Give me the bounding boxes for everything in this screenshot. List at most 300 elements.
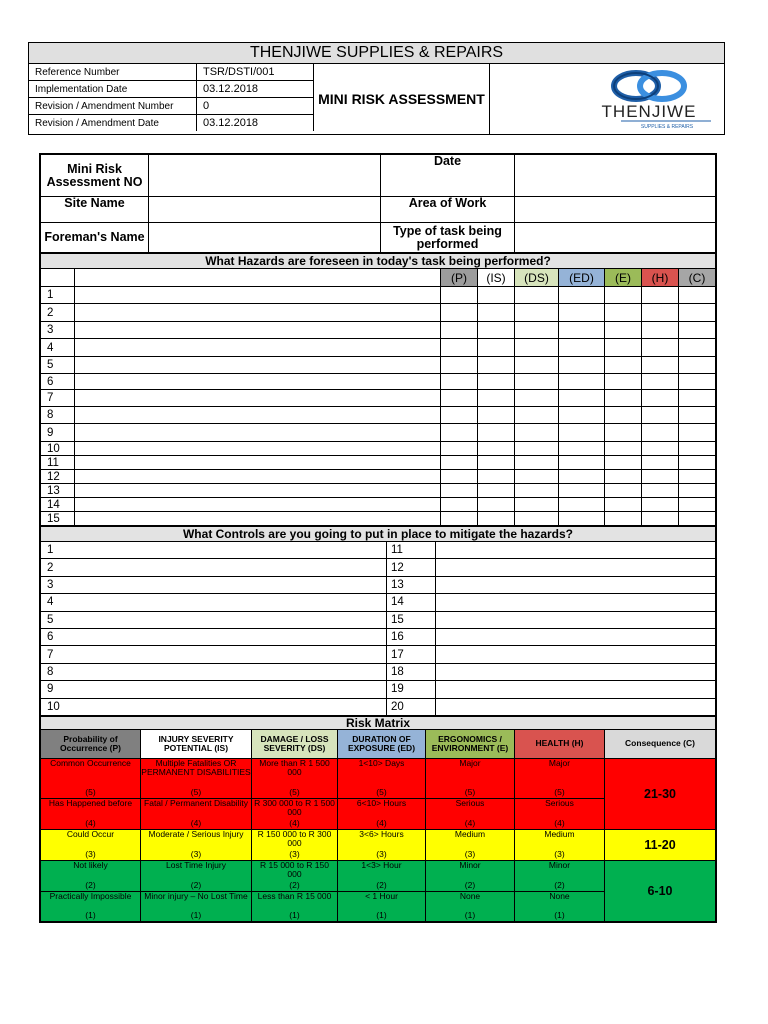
risk-matrix-cell-score: (2) — [376, 880, 387, 891]
consequence-low: 6-10 — [605, 860, 716, 921]
hazard-row-number: 10 — [41, 442, 75, 456]
site-info-table — [40, 154, 716, 253]
hazard-rating-cell[interactable] — [441, 456, 478, 470]
risk-matrix-cell-score: (1) — [376, 910, 387, 921]
control-number-right: 16 — [387, 628, 436, 645]
hazard-description-cell[interactable] — [75, 424, 441, 442]
control-cell-left[interactable]: 9 — [41, 681, 387, 698]
foreman-name-label: Foreman's Name — [41, 223, 149, 253]
foreman-name-field[interactable] — [149, 223, 381, 253]
hazard-rating-cell[interactable] — [478, 390, 515, 407]
control-number-right: 11 — [387, 542, 436, 559]
hazard-rating-cell[interactable] — [441, 484, 478, 498]
hazard-rating-cell[interactable] — [515, 287, 559, 304]
hazard-rating-cell[interactable] — [515, 484, 559, 498]
meta-label: Revision / Amendment Date — [29, 115, 197, 132]
hazard-row-number: 9 — [41, 424, 75, 442]
hazard-description-cell[interactable] — [75, 390, 441, 407]
hazard-rating-cell[interactable] — [679, 322, 716, 339]
hazard-rating-cell[interactable] — [515, 374, 559, 390]
hazard-rating-cell[interactable] — [559, 456, 605, 470]
col-is: (IS) — [478, 269, 515, 287]
risk-matrix-cell — [252, 829, 338, 860]
hazard-rating-cell[interactable] — [642, 498, 679, 512]
controls-heading: What Controls are you going to put in place to mitigate the hazards? — [41, 527, 716, 542]
hazard-rating-cell[interactable] — [679, 442, 716, 456]
risk-matrix-row — [41, 758, 716, 798]
consequence-medium: 11-20 — [605, 829, 716, 860]
hazard-rating-cell[interactable] — [478, 498, 515, 512]
risk-matrix-cell — [338, 798, 426, 829]
hazard-rating-cell[interactable] — [441, 322, 478, 339]
logo-text: THENJIWE — [601, 102, 697, 121]
hazard-description-cell[interactable] — [75, 357, 441, 374]
risk-matrix-cell-score: (5) — [289, 787, 300, 798]
mini-risk-field[interactable] — [149, 155, 381, 197]
risk-matrix-cell-text: More than R 1 500 000 — [259, 757, 330, 778]
risk-matrix-cell-text: R 300 000 to R 1 500 000 — [254, 797, 335, 818]
hazard-row — [41, 390, 716, 407]
risk-matrix-cell — [338, 758, 426, 798]
hazard-rating-cell[interactable] — [559, 442, 605, 456]
risk-matrix-cell — [426, 891, 515, 921]
hazard-row-number: 11 — [41, 456, 75, 470]
hazard-rating-cell[interactable] — [605, 442, 642, 456]
risk-matrix-cell — [426, 798, 515, 829]
hazard-rating-cell[interactable] — [478, 287, 515, 304]
risk-matrix-cell — [338, 860, 426, 891]
rm-header-damage: DAMAGE / LOSS SEVERITY (DS) — [252, 729, 338, 758]
hazard-rating-cell[interactable] — [679, 470, 716, 484]
risk-matrix-cell-score: (2) — [85, 880, 96, 891]
risk-matrix-cell-text: < 1 Hour — [365, 890, 398, 901]
hazard-rating-cell[interactable] — [642, 442, 679, 456]
control-number-right: 18 — [387, 663, 436, 680]
risk-assessment-form — [39, 153, 717, 923]
hazard-rating-cell[interactable] — [679, 512, 716, 526]
hazard-rating-cell[interactable] — [559, 374, 605, 390]
control-cell-right[interactable] — [436, 542, 716, 559]
hazard-row — [41, 374, 716, 390]
hazard-rating-cell[interactable] — [515, 339, 559, 357]
hazard-rating-cell[interactable] — [441, 339, 478, 357]
site-name-field[interactable] — [149, 197, 381, 223]
hazard-rating-cell[interactable] — [441, 390, 478, 407]
hazard-rating-cell[interactable] — [478, 339, 515, 357]
hazard-rating-cell[interactable] — [559, 322, 605, 339]
hazard-rating-cell[interactable] — [642, 357, 679, 374]
control-cell-left[interactable]: 5 — [41, 611, 387, 628]
risk-matrix-cell — [141, 891, 252, 921]
document-header — [28, 42, 725, 135]
risk-matrix-cell-score: (4) — [190, 818, 202, 829]
document-meta-table — [29, 64, 314, 131]
hazard-rating-cell[interactable] — [605, 287, 642, 304]
hazard-rating-cell[interactable] — [559, 390, 605, 407]
risk-matrix-title: Risk Matrix — [41, 716, 716, 729]
hazard-rating-cell[interactable] — [515, 407, 559, 424]
hazard-rating-cell[interactable] — [679, 407, 716, 424]
hazard-rating-cell[interactable] — [441, 304, 478, 322]
hazard-rating-cell[interactable] — [642, 407, 679, 424]
risk-matrix-cell — [141, 860, 252, 891]
hazard-rating-cell[interactable] — [679, 304, 716, 322]
hazards-heading: What Hazards are foreseen in today's task being performed? — [41, 254, 716, 269]
control-cell-right[interactable] — [436, 559, 716, 576]
hazard-rating-cell[interactable] — [441, 407, 478, 424]
company-logo — [581, 68, 717, 130]
risk-matrix-cell-score: (4) — [554, 818, 565, 829]
hazard-rating-cell[interactable] — [605, 339, 642, 357]
meta-value: 03.12.2018 — [197, 81, 314, 98]
risk-matrix-cell-text: 1<10> Days — [358, 757, 405, 768]
risk-matrix-cell — [41, 860, 141, 891]
risk-matrix-cell-text: Major — [548, 757, 571, 768]
control-cell-left[interactable]: 2 — [41, 559, 387, 576]
risk-matrix-cell-text: Practically Impossible — [49, 890, 132, 901]
risk-matrix-cell-text: Fatal / Permanent Disability — [144, 797, 248, 808]
hazard-row — [41, 287, 716, 304]
rm-header-ergonomics: ERGONOMICS / ENVIRONMENT (E) — [426, 729, 515, 758]
hazard-row-number: 6 — [41, 374, 75, 390]
hazard-rating-cell[interactable] — [478, 304, 515, 322]
control-cell-left[interactable]: 7 — [41, 646, 387, 663]
hazard-rating-cell[interactable] — [605, 407, 642, 424]
hazard-rating-cell[interactable] — [642, 456, 679, 470]
hazard-row — [41, 484, 716, 498]
hazard-rating-cell[interactable] — [642, 512, 679, 526]
risk-matrix-cell-text: Multiple Fatalities OR PERMANENT DISABILITIES — [141, 757, 251, 778]
meta-value: 03.12.2018 — [197, 115, 314, 132]
hazard-description-cell[interactable] — [75, 498, 441, 512]
risk-matrix-row — [41, 860, 716, 891]
hazard-rating-cell[interactable] — [605, 512, 642, 526]
date-label: Date — [381, 155, 515, 197]
hazard-rating-cell[interactable] — [478, 357, 515, 374]
risk-matrix-cell — [338, 891, 426, 921]
control-row — [41, 559, 716, 576]
risk-matrix-cell-score: (3) — [289, 849, 300, 860]
hazard-row-number: 5 — [41, 357, 75, 374]
hazard-rating-cell[interactable] — [478, 407, 515, 424]
hazard-rating-cell[interactable] — [478, 424, 515, 442]
area-of-work-label: Area of Work — [381, 197, 515, 223]
risk-matrix-cell-score: (3) — [554, 849, 565, 860]
hazard-rating-cell[interactable] — [478, 374, 515, 390]
hazard-rating-cell[interactable] — [441, 424, 478, 442]
risk-matrix-cell-text: Medium — [544, 828, 575, 839]
hazard-rating-cell[interactable] — [679, 390, 716, 407]
hazard-rating-cell[interactable] — [642, 470, 679, 484]
hazard-row — [41, 322, 716, 339]
hazard-rating-cell[interactable] — [679, 374, 716, 390]
risk-matrix-cell-text: Minor injury – No Lost Time — [144, 890, 248, 901]
hazard-row — [41, 498, 716, 512]
risk-matrix-cell-score: (3) — [464, 849, 476, 860]
hazard-rating-cell[interactable] — [605, 374, 642, 390]
hazard-rating-cell[interactable] — [515, 304, 559, 322]
risk-matrix-cell — [338, 829, 426, 860]
document-title: MINI RISK ASSESSMENT — [314, 64, 490, 134]
control-number-right: 19 — [387, 681, 436, 698]
risk-matrix-cell — [426, 860, 515, 891]
hazard-row — [41, 456, 716, 470]
hazard-row — [41, 470, 716, 484]
meta-value: TSR/DSTI/001 — [197, 64, 314, 81]
hazard-rating-cell[interactable] — [679, 498, 716, 512]
hazard-description-cell[interactable] — [75, 470, 441, 484]
hazard-row-number: 2 — [41, 304, 75, 322]
hazard-row — [41, 512, 716, 526]
hazard-rating-cell[interactable] — [605, 484, 642, 498]
risk-matrix-cell — [515, 860, 605, 891]
hazard-rating-cell[interactable] — [559, 512, 605, 526]
hazard-rating-cell[interactable] — [679, 339, 716, 357]
col-c: (C) — [679, 269, 716, 287]
control-cell-right[interactable] — [436, 698, 716, 715]
hazard-rating-cell[interactable] — [441, 498, 478, 512]
hazard-description-cell[interactable] — [75, 456, 441, 470]
hazard-rating-cell[interactable] — [679, 456, 716, 470]
hazard-row-number: 3 — [41, 322, 75, 339]
risk-matrix-cell-text: Moderate / Serious Injury — [148, 828, 244, 839]
risk-matrix-cell — [515, 829, 605, 860]
hazard-rating-cell[interactable] — [679, 424, 716, 442]
risk-matrix-cell-score: (4) — [85, 818, 96, 829]
hazard-rating-cell[interactable] — [605, 390, 642, 407]
hazard-rating-cell[interactable] — [515, 424, 559, 442]
control-row — [41, 611, 716, 628]
task-type-label: Type of task being performed — [381, 223, 515, 253]
hazard-rating-cell[interactable] — [478, 470, 515, 484]
control-cell-right[interactable] — [436, 576, 716, 593]
control-cell-right[interactable] — [436, 663, 716, 680]
rm-header-probability: Probability of Occurrence (P) — [41, 729, 141, 758]
risk-matrix-cell-text: 1<3> Hour — [361, 859, 402, 870]
hazard-description-cell[interactable] — [75, 322, 441, 339]
hazard-description-cell[interactable] — [75, 374, 441, 390]
risk-matrix-cell-text: Medium — [454, 828, 486, 839]
hazard-rating-cell[interactable] — [559, 407, 605, 424]
risk-matrix-cell — [252, 758, 338, 798]
hazard-rating-cell[interactable] — [441, 374, 478, 390]
hazard-rating-cell[interactable] — [605, 424, 642, 442]
risk-matrix-cell-text: Serious — [545, 797, 574, 808]
hazard-rating-cell[interactable] — [605, 498, 642, 512]
rm-header-health: HEALTH (H) — [515, 729, 605, 758]
risk-matrix-cell-text: Could Occur — [66, 828, 115, 839]
hazard-rating-cell[interactable] — [642, 287, 679, 304]
control-cell-right[interactable] — [436, 611, 716, 628]
control-cell-left[interactable]: 1 — [41, 542, 387, 559]
hazard-rating-cell[interactable] — [515, 512, 559, 526]
task-type-field[interactable] — [515, 223, 716, 253]
control-row — [41, 646, 716, 663]
risk-matrix-cell-score: (5) — [85, 787, 96, 798]
hazard-rating-cell[interactable] — [478, 512, 515, 526]
col-h: (H) — [642, 269, 679, 287]
risk-matrix-cell-score: (1) — [190, 910, 202, 921]
risk-matrix-cell-text: Has Happened before — [48, 797, 133, 808]
hazard-rating-cell[interactable] — [559, 339, 605, 357]
hazard-rating-cell[interactable] — [559, 470, 605, 484]
area-of-work-field[interactable] — [515, 197, 716, 223]
hazard-description-cell[interactable] — [75, 512, 441, 526]
col-p: (P) — [441, 269, 478, 287]
hazard-row — [41, 304, 716, 322]
mini-risk-label: Mini Risk Assessment NO — [41, 155, 149, 197]
control-row — [41, 576, 716, 593]
control-cell-left[interactable]: 3 — [41, 576, 387, 593]
control-cell-left[interactable]: 8 — [41, 663, 387, 680]
control-number-right: 15 — [387, 611, 436, 628]
hazard-rating-cell[interactable] — [642, 390, 679, 407]
control-cell-left[interactable]: 6 — [41, 628, 387, 645]
control-cell-right[interactable] — [436, 594, 716, 611]
hazard-rating-cell[interactable] — [515, 442, 559, 456]
hazard-rating-cell[interactable] — [605, 357, 642, 374]
hazard-description-cell[interactable] — [75, 484, 441, 498]
hazard-rating-cell[interactable] — [679, 484, 716, 498]
hazard-row-number: 14 — [41, 498, 75, 512]
hazard-rating-cell[interactable] — [605, 322, 642, 339]
hazard-rating-cell[interactable] — [605, 304, 642, 322]
risk-matrix-cell — [252, 860, 338, 891]
risk-matrix-cell — [252, 798, 338, 829]
hazard-rating-cell[interactable] — [515, 322, 559, 339]
hazard-rating-cell[interactable] — [441, 512, 478, 526]
risk-matrix-cell-text: R 15 000 to R 150 000 — [260, 859, 329, 880]
hazard-rating-cell[interactable] — [515, 390, 559, 407]
risk-matrix-cell — [515, 891, 605, 921]
hazard-rating-cell[interactable] — [441, 470, 478, 484]
risk-matrix-cell — [426, 758, 515, 798]
hazard-rating-cell[interactable] — [642, 339, 679, 357]
risk-matrix-cell-text: Common Occurrence — [50, 757, 131, 768]
hazard-rating-cell[interactable] — [478, 322, 515, 339]
hazard-rating-cell[interactable] — [605, 456, 642, 470]
hazard-description-cell[interactable] — [75, 407, 441, 424]
hazard-row — [41, 442, 716, 456]
risk-matrix-table — [40, 716, 716, 922]
rm-header-consequence: Consequence (C) — [605, 729, 716, 758]
hazard-rating-cell[interactable] — [679, 357, 716, 374]
hazard-description-cell[interactable] — [75, 442, 441, 456]
hazard-rating-cell[interactable] — [642, 424, 679, 442]
risk-matrix-cell-score: (2) — [464, 880, 476, 891]
hazard-rating-cell[interactable] — [478, 456, 515, 470]
risk-matrix-cell-text: Minor — [548, 859, 571, 870]
control-cell-right[interactable] — [436, 628, 716, 645]
hazard-rating-cell[interactable] — [559, 424, 605, 442]
hazard-rating-cell[interactable] — [642, 304, 679, 322]
control-cell-right[interactable] — [436, 681, 716, 698]
hazard-rating-cell[interactable] — [559, 498, 605, 512]
risk-matrix-cell-score: (5) — [376, 787, 387, 798]
hazard-rating-cell[interactable] — [642, 374, 679, 390]
risk-matrix-cell — [252, 891, 338, 921]
hazard-description-cell[interactable] — [75, 339, 441, 357]
risk-matrix-cell-score: (1) — [85, 910, 96, 921]
risk-matrix-cell — [141, 829, 252, 860]
risk-matrix-cell — [515, 798, 605, 829]
col-ed: (ED) — [559, 269, 605, 287]
col-e: (E) — [605, 269, 642, 287]
hazard-rating-cell[interactable] — [515, 357, 559, 374]
risk-matrix-cell-text: Lost Time Injury — [166, 859, 226, 870]
risk-matrix-cell — [41, 798, 141, 829]
hazard-rating-cell[interactable] — [559, 304, 605, 322]
control-cell-left[interactable]: 10 — [41, 698, 387, 715]
risk-matrix-cell — [141, 758, 252, 798]
hazard-row-number: 12 — [41, 470, 75, 484]
hazard-row-number: 15 — [41, 512, 75, 526]
risk-matrix-cell-score: (5) — [554, 787, 565, 798]
hazard-rating-cell[interactable] — [478, 484, 515, 498]
risk-matrix-row — [41, 829, 716, 860]
hazard-row-number: 13 — [41, 484, 75, 498]
hazard-rating-cell[interactable] — [605, 470, 642, 484]
control-number-right: 17 — [387, 646, 436, 663]
company-title: THENJIWE SUPPLIES & REPAIRS — [29, 43, 724, 64]
hazard-row-number: 1 — [41, 287, 75, 304]
control-cell-left[interactable]: 4 — [41, 594, 387, 611]
hazard-rating-cell[interactable] — [559, 484, 605, 498]
hazard-rating-cell[interactable] — [478, 442, 515, 456]
risk-matrix-cell-score: (4) — [289, 818, 300, 829]
hazard-rating-cell[interactable] — [679, 287, 716, 304]
risk-matrix-cell-score: (1) — [554, 910, 565, 921]
hazard-row — [41, 424, 716, 442]
control-row — [41, 698, 716, 715]
hazard-rating-cell[interactable] — [642, 484, 679, 498]
risk-matrix-cell-text: Less than R 15 000 — [257, 890, 332, 901]
risk-matrix-cell-score: (3) — [376, 849, 387, 860]
hazard-description-cell[interactable] — [75, 287, 441, 304]
meta-label: Revision / Amendment Number — [29, 98, 197, 115]
rm-header-injury: INJURY SEVERITY POTENTIAL (IS) — [141, 729, 252, 758]
risk-matrix-cell-text: Serious — [455, 797, 485, 808]
date-field[interactable] — [515, 155, 716, 197]
site-name-label: Site Name — [41, 197, 149, 223]
hazard-row — [41, 407, 716, 424]
hazard-rating-cell[interactable] — [515, 456, 559, 470]
risk-matrix-cell-score: (2) — [190, 880, 202, 891]
hazard-rating-cell[interactable] — [559, 287, 605, 304]
hazard-rating-cell[interactable] — [559, 357, 605, 374]
risk-matrix-cell-text: None — [459, 890, 481, 901]
hazard-description-cell[interactable] — [75, 304, 441, 322]
hazard-rating-cell[interactable] — [515, 470, 559, 484]
control-number-right: 12 — [387, 559, 436, 576]
logo-rings-icon — [614, 73, 684, 99]
control-cell-right[interactable] — [436, 646, 716, 663]
hazard-rating-cell[interactable] — [515, 498, 559, 512]
hazard-row-number: 7 — [41, 390, 75, 407]
risk-matrix-cell — [515, 758, 605, 798]
hazard-row — [41, 339, 716, 357]
hazard-row-number: 8 — [41, 407, 75, 424]
hazards-table — [40, 253, 716, 526]
hazard-rating-cell[interactable] — [441, 442, 478, 456]
hazard-rating-cell[interactable] — [642, 322, 679, 339]
risk-matrix-cell — [41, 758, 141, 798]
hazard-rating-cell[interactable] — [441, 287, 478, 304]
hazard-rating-cell[interactable] — [441, 357, 478, 374]
control-row — [41, 594, 716, 611]
risk-matrix-cell-text: 6<10> Hours — [356, 797, 407, 808]
hazard-row — [41, 357, 716, 374]
